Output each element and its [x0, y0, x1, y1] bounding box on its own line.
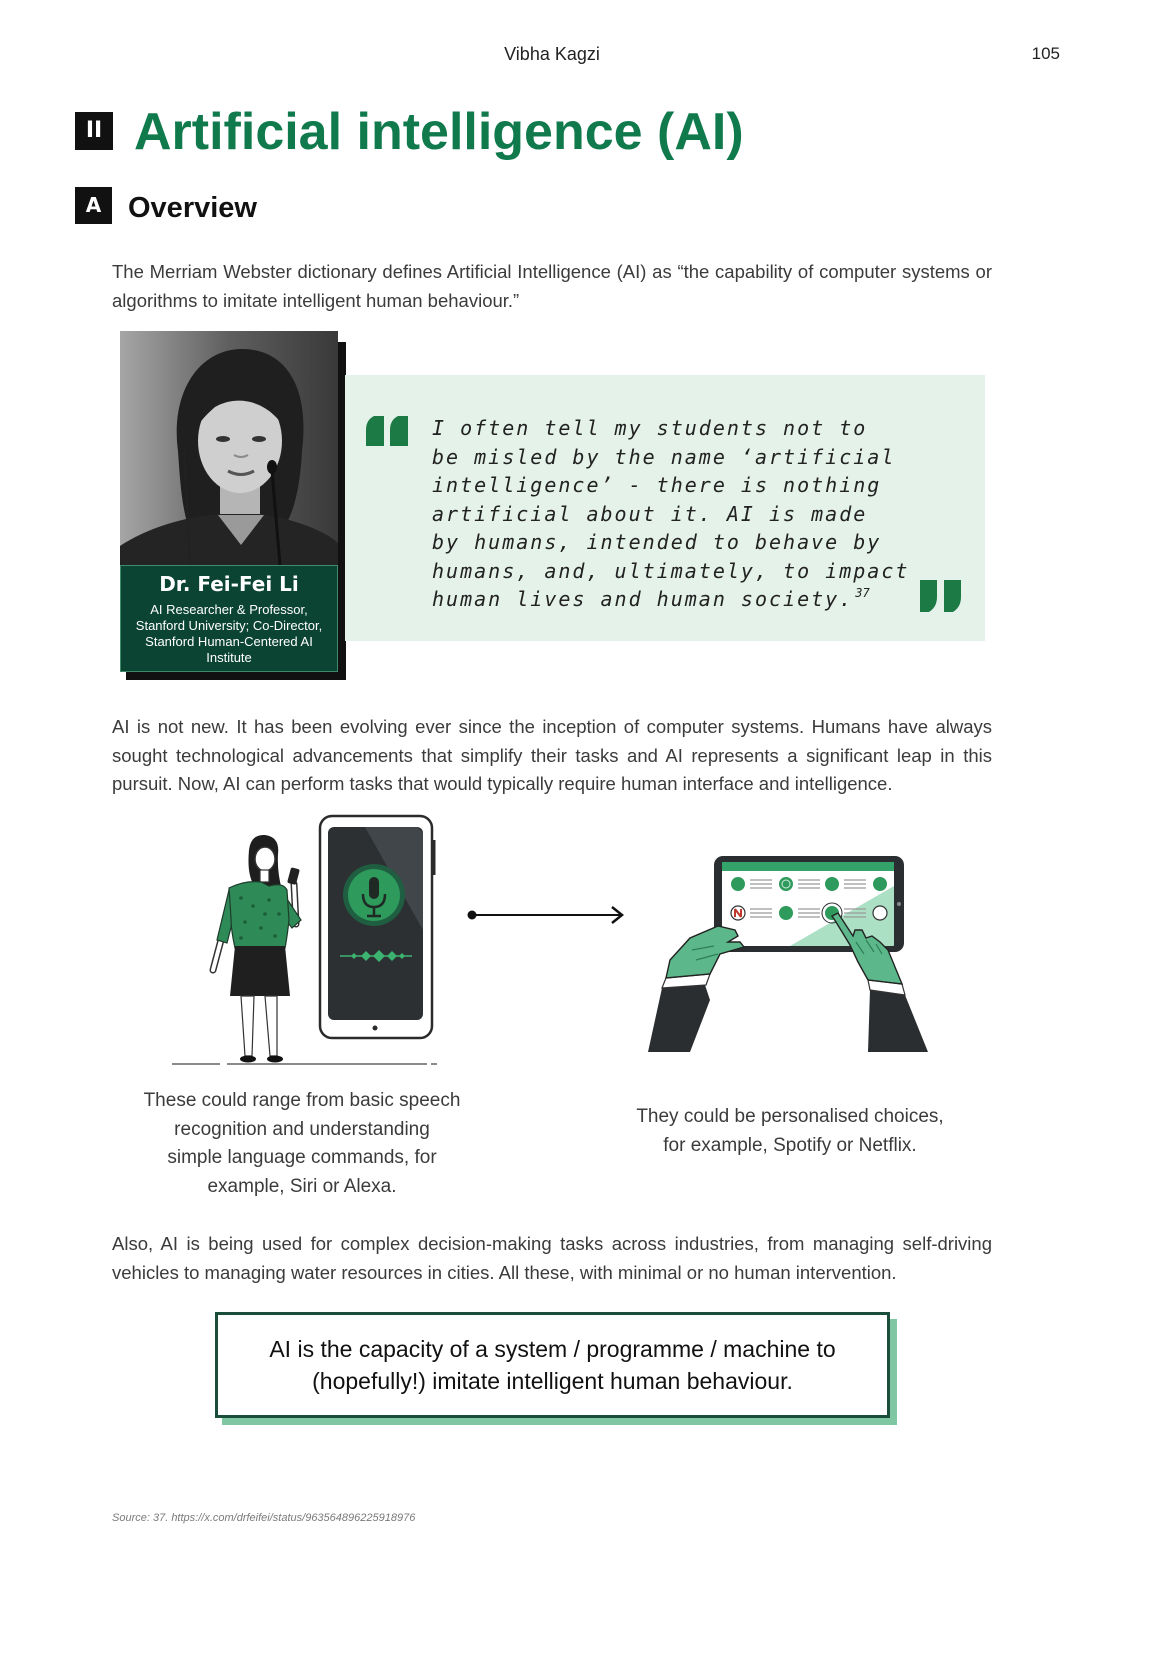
- caption-line: They could be personalised choices,: [636, 1106, 944, 1127]
- microphone-icon: [343, 864, 405, 926]
- caption-line: recognition and understanding: [174, 1118, 430, 1140]
- body-paragraph: AI is not new. It has been evolving ever since the inception of computer systems. Humans have always sought technological advancements that simplify their tasks and AI represents a significant leap in this pursuit. Now, AI can perform tasks that would typically require human interface and intelligence.: [112, 716, 992, 794]
- quote-line: artificial about it. AI is made: [432, 501, 868, 526]
- arrow-right-icon: [462, 903, 632, 927]
- definition-callout: [215, 1312, 890, 1418]
- portrait-photo: [120, 331, 338, 565]
- close-quote-icon: [920, 580, 962, 612]
- body-paragraph: Also, AI is being used for complex decision-making tasks across industries, from managing self-driving vehicles to managing water resources in cities. All these, with minimal or no human intervention.: [112, 1233, 992, 1283]
- quote-line: be misled by the name ‘artificial: [432, 444, 896, 469]
- subsection-title: Overview: [128, 192, 257, 224]
- woman-speaking-to-phone-illustration: [165, 810, 445, 1072]
- running-head-author: Vibha Kagzi: [504, 44, 600, 64]
- quote-line: humans, and, ultimately, to impact: [432, 558, 910, 583]
- portrait-caption: [120, 565, 338, 672]
- left-hand-icon: [648, 926, 744, 1052]
- quote-line-last: [432, 585, 909, 617]
- caption-line: These could range from basic speech: [143, 1090, 461, 1111]
- definition-line: AI is the capacity of a system / programme / machine to: [269, 1336, 836, 1362]
- footnote-reference: 37: [855, 586, 870, 600]
- page-number: 105: [1031, 44, 1060, 63]
- hands-using-tablet-illustration: [640, 850, 940, 1060]
- quote-line: I often tell my students not to: [432, 416, 868, 440]
- speech-recognition-caption: [122, 1087, 482, 1201]
- caption-line: simple language commands, for: [167, 1147, 437, 1168]
- quote-line: intelligence’ - there is nothing: [432, 473, 882, 497]
- woman-figure: [213, 835, 301, 1063]
- personalisation-caption: [590, 1103, 990, 1160]
- caption-line: for example, Spotify or Netflix.: [663, 1134, 917, 1156]
- open-quote-icon: [366, 416, 410, 446]
- intro-paragraph: The Merriam Webster dictionary defines Artificial Intelligence (AI) as “the capability of computer systems or algorithms to imitate intelligent human behaviour.”: [112, 261, 992, 311]
- quote-line: by humans, intended to behave by: [432, 530, 882, 554]
- smartphone-icon: [320, 816, 434, 1038]
- subsection-letter-badge: A: [75, 187, 112, 224]
- caption-line: example, Siri or Alexa.: [207, 1175, 397, 1197]
- source-footnote: Source: 37. https://x.com/drfeifei/status/963564896225918976: [112, 1512, 416, 1524]
- section-title: Artificial intelligence (AI): [134, 103, 744, 161]
- quote-line: human lives and human society.: [432, 587, 854, 611]
- person-name: Dr. Fei-Fei Li: [159, 572, 299, 596]
- definition-line: (hopefully!) imitate intelligent human behaviour.: [312, 1368, 793, 1394]
- netflix-logo-icon: [731, 906, 745, 920]
- section-number-badge: II: [75, 112, 113, 150]
- quote-text: [432, 414, 909, 617]
- tablet-icon: [714, 856, 904, 952]
- person-role: AI Researcher & Professor, Stanford University; Co-Director, Stanford Human-Centered AI Institute: [135, 602, 323, 665]
